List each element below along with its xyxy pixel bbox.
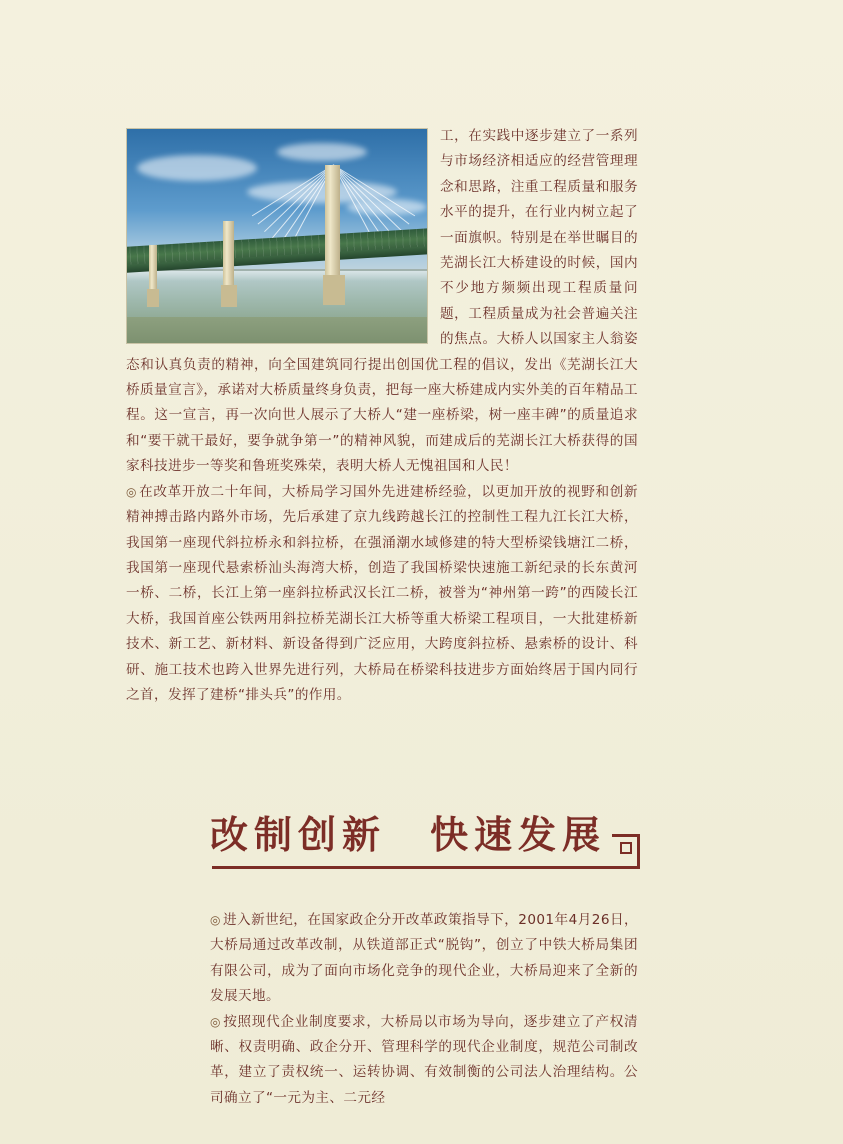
paragraph: 工，在实践中逐步建立了一系列与市场经济相适应的经营管理理念和思路，注重工程质量和服务水平的提升，在行业内树立起了一面旗帜。特别是在举世瞩目的芜湖长江大桥建设的时候，国内不少地方频频出现工程质量问题，工程质量成为社会普遍关注的焦点。大桥人以国家主人翁姿态和认真负责的精神，向全国建筑同行提出创国优工程的倡议，发出《芜湖长江大桥质量宣言》，承诺对大桥质量终身负责，把每一座大桥建成内实外美的百年精品工程。这一宣言，再一次向世人展示了大桥人“建一座桥梁，树一座丰碑”的质量追求和“要干就干最好，要争就争第一”的精神风貌，而建成后的芜湖长江大桥获得的国家科技进步一等奖和鲁班奖殊荣，表明大桥人无愧祖国和人民！: [126, 128, 638, 475]
paragraph-with-bullet: [210, 908, 638, 1010]
bridge-pylon: [149, 245, 157, 291]
article-top: [126, 124, 638, 708]
bridge-pier: [147, 289, 159, 307]
bridge-pylon: [223, 221, 234, 287]
heading-corner-inner-ornament: [620, 842, 632, 854]
paragraph-with-bullet: [126, 480, 638, 709]
cloud-shape: [137, 155, 257, 181]
bridge-pylon: [325, 165, 340, 277]
section-heading: [210, 812, 640, 884]
paragraph-text: 按照现代企业制度要求，大桥局以市场为导向，逐步建立了产权清晰、权责明确、政企分开、管理科学的现代企业制度，规范公司制改革，建立了责权统一、运转协调、有效制衡的公司法人治理结构。公司确立了“一元为主、二元经: [210, 1013, 638, 1106]
heading-rule: [212, 866, 630, 869]
bridge-photo: [126, 128, 428, 344]
article-bottom: [210, 908, 638, 1111]
bullet-icon: ◎: [126, 484, 138, 499]
paragraph-text: 进入新世纪，在国家政企分开改革政策指导下，2001年4月26日，大桥局通过改革改制，从铁道部正式“脱钩”，创立了中铁大桥局集团有限公司，成为了面向市场化竞争的现代企业，大桥局迎来了全新的发展天地。: [210, 912, 639, 1005]
near-bank: [127, 317, 427, 343]
bridge-pier: [323, 275, 345, 305]
cloud-shape: [277, 143, 367, 161]
bullet-icon: ◎: [210, 1014, 222, 1029]
bridge-pier: [221, 285, 237, 307]
paragraph-with-bullet: [210, 1010, 638, 1112]
bullet-icon: ◎: [210, 913, 221, 927]
paragraph-text: 在改革开放二十年间，大桥局学习国外先进建桥经验，以更加开放的视野和创新精神搏击路内路外市场，先后承建了京九线跨越长江的控制性工程九江长江大桥，我国第一座现代斜拉桥永和斜拉桥，在强涌潮水域修建的特大型桥梁钱塘江二桥，我国第一座现代悬索桥汕头海湾大桥，创造了我国桥梁快速施工新纪录的长东黄河一桥、二桥，长江上第一座斜拉桥武汉长江二桥，被誉为“神州第一跨”的西陵长江大桥，我国首座公铁两用斜拉桥芜湖长江大桥等重大桥梁工程项目，一大批建桥新技术、新工艺、新材料、新设备得到广泛应用，大跨度斜拉桥、悬索桥的设计、科研、施工技术也跨入世界先进行列，大桥局在桥梁科技进步方面始终居于国内同行之首，发挥了建桥“排头兵”的作用。: [126, 483, 638, 703]
section-heading-text: 改制创新 快速发展: [210, 813, 607, 857]
